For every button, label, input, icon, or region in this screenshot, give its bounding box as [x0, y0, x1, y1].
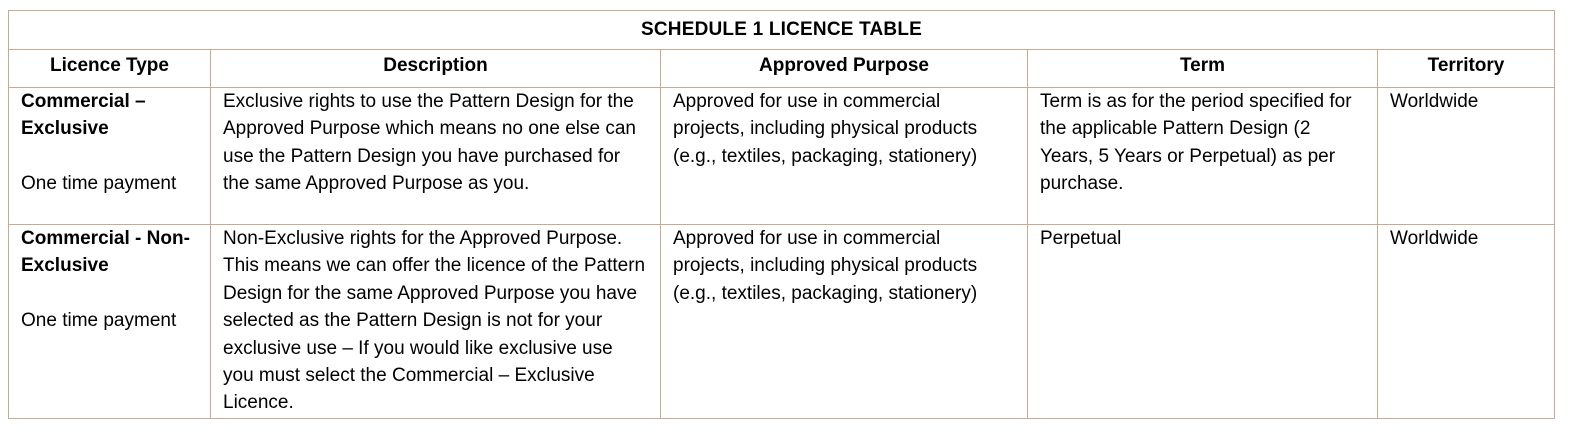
- territory-text: Worldwide: [1390, 228, 1479, 249]
- term-cell: [1028, 88, 1378, 225]
- approved-purpose-text: Approved for use in commercial projects, including physical products (e.g., textiles, packaging, stationery): [673, 228, 978, 304]
- licence-type-cell: [9, 88, 211, 225]
- header-territory: Territory: [1378, 50, 1555, 88]
- description-cell: [211, 88, 661, 225]
- header-description: Description: [211, 50, 661, 88]
- table-header-row: [9, 50, 1555, 88]
- approved-purpose-cell: [661, 225, 1028, 419]
- licence-type-name: Commercial - Non-Exclusive: [21, 228, 190, 277]
- description-text: Exclusive rights to use the Pattern Design for the Approved Purpose which means no one else can use the Pattern Design you have purchased for the same Approved Purpose as you.: [223, 91, 636, 195]
- table-row: [9, 88, 1555, 225]
- licence-type-spacer: [21, 143, 198, 170]
- description-text: Non-Exclusive rights for the Approved Purpose. This means we can offer the licence of the Pattern Design for the same Approved Purpose you have selected as the Pattern Design is not for your exclusive use – If you would like exclusive use you must select the Commercial – Exclusive Licence.: [223, 228, 646, 414]
- territory-text: Worldwide: [1390, 91, 1479, 112]
- header-licence-type: Licence Type: [9, 50, 211, 88]
- approved-purpose-text: Approved for use in commercial projects, including physical products (e.g., textiles, packaging, stationery): [673, 91, 978, 167]
- description-cell: [211, 225, 661, 419]
- header-approved-purpose: Approved Purpose: [661, 50, 1028, 88]
- table-title-row: [9, 11, 1555, 50]
- licence-type-cell: [9, 225, 211, 419]
- licence-type-payment: One time payment: [21, 310, 177, 332]
- term-text: Perpetual: [1040, 228, 1122, 249]
- territory-cell: [1378, 225, 1555, 419]
- licence-schedule-document: [8, 10, 1554, 419]
- term-cell: [1028, 225, 1378, 419]
- table-row: [9, 225, 1555, 419]
- table-title: SCHEDULE 1 LICENCE TABLE: [9, 11, 1555, 50]
- licence-type-payment: One time payment: [21, 173, 177, 195]
- licence-table: [8, 10, 1555, 419]
- licence-type-name: Commercial – Exclusive: [21, 91, 146, 140]
- header-term: Term: [1028, 50, 1378, 88]
- approved-purpose-cell: [661, 88, 1028, 225]
- term-text: Term is as for the period specified for the applicable Pattern Design (2 Years, 5 Years or Perpetual) as per purchase.: [1040, 91, 1352, 195]
- territory-cell: [1378, 88, 1555, 225]
